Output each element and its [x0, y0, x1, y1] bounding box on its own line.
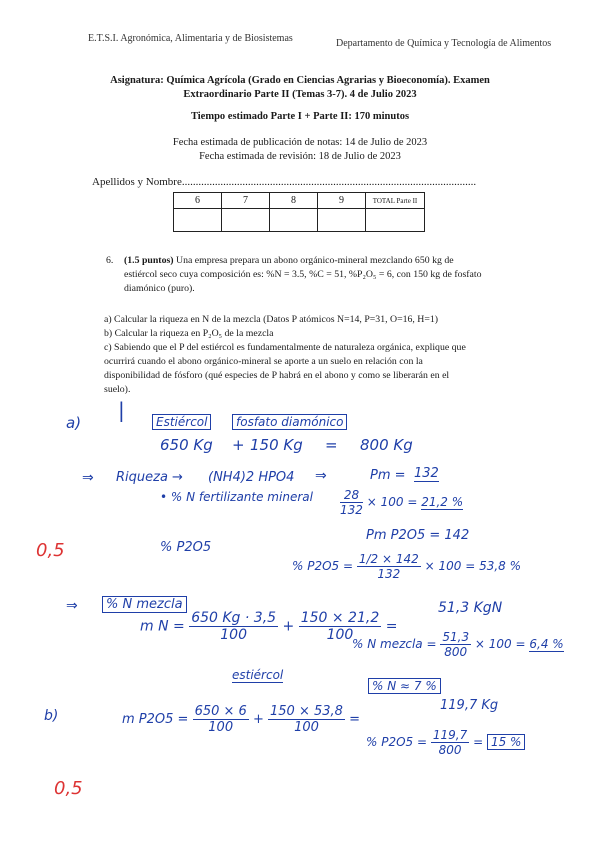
- m-n-denominator-1: 100: [220, 627, 247, 643]
- estiercol-note: estiércol: [232, 668, 284, 682]
- answer-label-a: a): [66, 414, 82, 432]
- part-c-line3: disponibilidad de fósforo (qué especies de P habrá en el abono y como se liberarán en el: [104, 370, 450, 381]
- part-c-line2: ocurrirá cuando el abono orgánico-mineral se aporte a un suelo en relación con la: [104, 356, 423, 367]
- pm-p2o5: Pm P2O5 = 142: [366, 528, 470, 543]
- pct-mezcla-calc: [352, 630, 564, 659]
- arrow-icon: ⇒: [82, 470, 94, 486]
- pct-p2o5-b-result: 15 %: [487, 734, 526, 750]
- publication-date: Fecha estimada de publicación de notas: 14 de Julio de 2023: [172, 137, 428, 148]
- n-mezcla-box: % N mezcla: [102, 596, 187, 613]
- exam-title-line1: Asignatura: Química Agrícola (Grado en Ciencias Agrarias y Bioeconomía). Examen: [110, 75, 490, 86]
- pct-p2o5-result: 53,8 %: [479, 559, 522, 573]
- score-cell: [222, 209, 270, 232]
- part-b: b) Calcular la riqueza en P₂O₅ de la mezcla: [104, 328, 274, 339]
- part-c-line1: c) Sabiendo que el P del estiércol es fundamentalmente de naturaleza orgánica, explique que: [104, 342, 466, 353]
- chemical-formula: (NH4)2 HPO4: [208, 470, 295, 485]
- pct-mezcla-result: 6,4 %: [529, 637, 564, 651]
- score-header-8: 8: [270, 193, 318, 209]
- m-n-denominator-2: 100: [326, 627, 354, 643]
- pct-n-times: × 100 =: [366, 495, 418, 509]
- pct-p2o5-denominator: 132: [377, 567, 401, 581]
- pm-label: Pm =: [370, 468, 406, 483]
- pct-mezcla-lhs: % N mezcla =: [352, 637, 437, 651]
- question-stem-line3: diamónico (puro).: [124, 283, 195, 294]
- pct-n-denominator: 132: [340, 503, 363, 517]
- arrow-icon-3: ⇒: [66, 598, 78, 614]
- pct-p2o5-b-denominator: 800: [438, 743, 462, 757]
- pct-mezcla-times: × 100 =: [474, 637, 526, 651]
- score-mark-2: 0,5: [54, 778, 83, 799]
- m-p2o5-denominator-2: 100: [294, 720, 319, 735]
- tick-mark: |: [118, 398, 125, 422]
- pct-n-label: • % N fertilizante mineral: [160, 490, 313, 504]
- score-header-6: 6: [174, 193, 222, 209]
- m-p2o5-result: 119,7 Kg: [440, 698, 499, 713]
- pct-p2o5-times: × 100 =: [424, 559, 476, 573]
- m-n-calc: m N = $\frac{650 Kg \cdot 3,5}{100}$ + $\frac{150 \times 21,2}{100}$ =: [140, 610, 398, 643]
- arrow-icon-2: ⇒: [315, 468, 327, 484]
- score-cell: [318, 209, 366, 232]
- pct-p2o5-b-numerator: 119,7: [432, 728, 468, 742]
- pct-p2o5-b-lhs: % P2O5 =: [366, 735, 428, 749]
- pm-value: 132: [414, 466, 439, 481]
- question-stem: [124, 254, 519, 269]
- score-cell: [366, 209, 425, 232]
- department-header: Departamento de Química y Tecnología de Alimentos: [336, 38, 552, 49]
- pct-mezcla-denominator: 800: [444, 645, 468, 659]
- column-header-fosfato: fosfato diamónico: [232, 414, 347, 430]
- answer-label-b: b): [44, 708, 59, 724]
- score-cell: [270, 209, 318, 232]
- question-number: 6.: [106, 255, 114, 266]
- m-p2o5-denominator-1: 100: [208, 720, 234, 735]
- exam-title-line2: Extraordinario Parte II (Temas 3-7). 4 de Julio 2023: [183, 89, 417, 100]
- m-n-label: m N =: [140, 618, 185, 635]
- score-table: [173, 192, 425, 232]
- exam-time: Tiempo estimado Parte I + Parte II: 170 minutos: [190, 111, 410, 122]
- m-p2o5-numerator-1: 650 × 6: [194, 704, 247, 719]
- total-mass: 800 Kg: [360, 436, 413, 454]
- mass-estiercol: 650 Kg: [160, 436, 213, 454]
- score-header-total: TOTAL Parte II: [366, 193, 425, 209]
- score-cell: [174, 209, 222, 232]
- pct-n-calc: [340, 488, 463, 517]
- pct-p2o5-numerator: 1/2 × 142: [358, 552, 419, 566]
- pct-p2o5-label: % P2O5: [160, 540, 212, 555]
- pct-mezcla-numerator: 51,3: [442, 630, 470, 644]
- school-header: E.T.S.I. Agronómica, Alimentaria y de Biosistemas: [88, 33, 293, 44]
- question-points: (1.5 puntos): [124, 255, 174, 266]
- m-n-numerator-1: 650 Kg · 3,5: [191, 610, 277, 626]
- column-header-estiercol: Estiércol: [152, 414, 211, 430]
- equals-sign: =: [325, 436, 338, 454]
- m-p2o5-label: m P2O5 =: [122, 712, 189, 727]
- score-mark-1: 0,5: [36, 540, 65, 561]
- score-header-7: 7: [222, 193, 270, 209]
- part-c-line4: suelo).: [104, 384, 131, 395]
- pct-p2o5-lhs: % P2O5 =: [292, 559, 354, 573]
- n-approx-box: % N ≈ 7 %: [368, 678, 441, 694]
- m-n-result: 51,3 KgN: [438, 600, 503, 616]
- riqueza-label: Riqueza →: [116, 470, 183, 485]
- mass-fosfato: 150 Kg: [250, 436, 303, 454]
- pct-n-result: 21,2 %: [421, 495, 464, 509]
- question-stem-line2: estiércol seco cuya composición es: %N = 3.5, %C = 51, %P₂O₅ = 6, con 150 kg de fosfato: [124, 269, 482, 280]
- m-n-numerator-2: 150 × 21,2: [300, 610, 380, 626]
- name-field: Apellidos y Nombre...........................................................................................................: [92, 176, 477, 188]
- part-a: a) Calcular la riqueza en N de la mezcla (Datos P atómicos N=14, P=31, O=16, H=1): [104, 314, 439, 325]
- pct-p2o5-b-calc: % P2O5 = $\frac{119,7}{800}$ = 15 %: [366, 728, 525, 757]
- plus-sign: +: [232, 436, 245, 454]
- question-stem-line1: Una empresa prepara un abono orgánico-mineral mezclando 650 kg de: [176, 255, 454, 266]
- pct-n-numerator: 28: [340, 488, 363, 503]
- pct-p2o5-calc: [292, 552, 521, 581]
- score-header-9: 9: [318, 193, 366, 209]
- m-p2o5-numerator-2: 150 × 53,8: [270, 704, 343, 719]
- revision-date: Fecha estimada de revisión: 18 de Julio de 2023: [199, 151, 401, 162]
- m-p2o5-calc: m P2O5 = $\frac{650 \times 6}{100}$ + $\frac{150 \times 53,8}{100}$ =: [122, 704, 360, 735]
